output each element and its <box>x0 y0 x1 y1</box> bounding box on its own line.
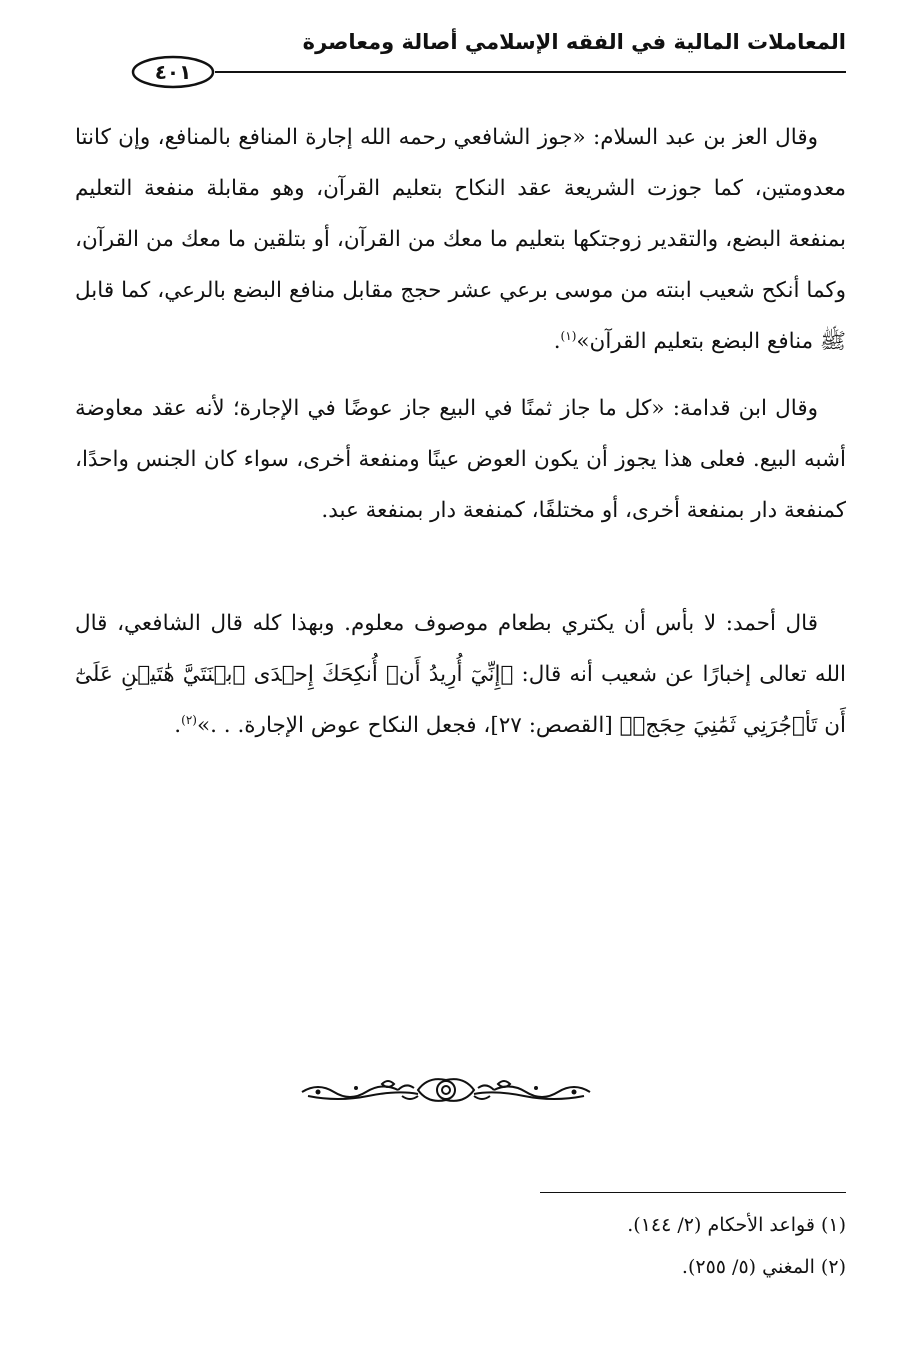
paragraph-3-end: . <box>174 713 182 738</box>
paragraph-1 <box>75 112 846 367</box>
paragraph-1-end: . <box>553 329 561 354</box>
header-rule <box>215 71 846 73</box>
paragraph-3-reference: [القصص: ٢٧]، فجعل النكاح عوض الإجارة. . .» <box>196 713 613 738</box>
footnote-2: (٢) المغني (٥/ ٢٥٥). <box>681 1256 846 1278</box>
ornament-divider <box>298 1070 594 1110</box>
paragraph-1-text: وقال العز بن عبد السلام: «جوز الشافعي رحمه الله إجارة المنافع بالمنافع، وإن كانتا معدومتين، كما جوزت الشريعة عقد النكاح بتعليم القرآن، وهو مقابلة منفعة التعليم بمنفعة البضع، والتقدير زوجتكها بتعليم ما معك من القرآن، أو بتلقين ما معك من القرآن، وكما أنكح شعيب ابنته من موسى برعي عشر حجج مقابل منافع البضع بالرعي، كما قابل ﷺ منافع البضع بتعليم القرآن» <box>75 125 846 354</box>
paragraph-3-text: قال أحمد: لا بأس أن يكتري بطعام موصوف معلوم. وبهذا كله قال الشافعي، قال الله تعالى إخبارًا عن شعيب أنه قال: <box>75 611 846 687</box>
quran-verse: ﴿إِنِّيٓ أُرِيدُ أَنۡ أُنكِحَكَ إِحۡدَى ٱبۡنَتَيَّ هَٰتَيۡنِ عَلَىٰٓ أَن تَأۡجُرَنِي ثَمَٰنِيَ حِجَجٖ﴾ <box>75 662 846 738</box>
page-number: ٤٠١ <box>154 60 192 84</box>
paragraph-3 <box>75 598 846 751</box>
footnote-marker-2: (٢) <box>181 712 197 727</box>
footnote-rule <box>540 1192 846 1193</box>
paragraph-2-text: وقال ابن قدامة: «كل ما جاز ثمنًا في البيع جاز عوضًا في الإجارة؛ لأنه عقد معاوضة أشبه البيع. فعلى هذا يجوز أن يكون العوض عينًا ومنفعة أخرى، سواء كان الجنس واحدًا، كمنفعة دار بمنفعة أخرى، أو مختلفًا، كمنفعة دار بمنفعة عبد. <box>75 396 846 523</box>
footnote-marker-1: (١) <box>560 328 577 343</box>
paragraph-2 <box>75 383 846 536</box>
footnote-1: (١) قواعد الأحكام (٢/ ١٤٤). <box>627 1214 846 1236</box>
running-title: المعاملات المالية في الفقه الإسلامي أصالة ومعاصرة <box>302 30 846 54</box>
